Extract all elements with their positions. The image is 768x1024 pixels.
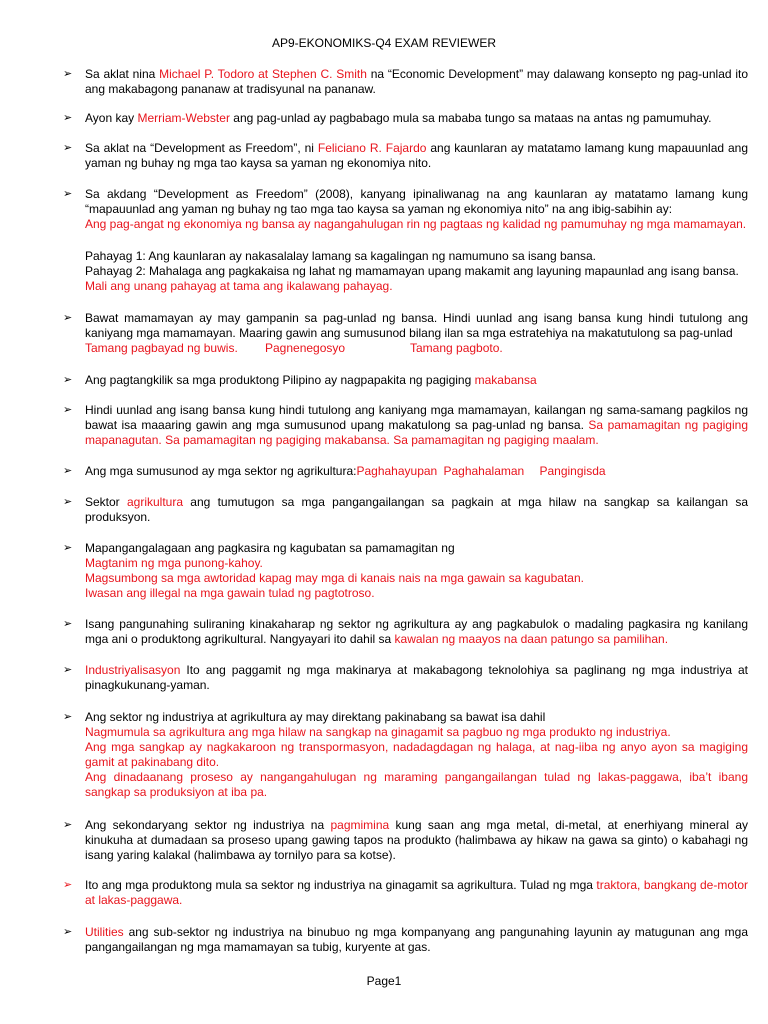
page-number: Page1 bbox=[366, 974, 402, 988]
list-item bbox=[63, 617, 748, 647]
answer-text: agrikultura bbox=[126, 495, 183, 509]
item-text: Sa aklat nina bbox=[85, 67, 160, 81]
answer-text: Nagmumula sa agrikultura ang mga hilaw na sangkap na ginagamit sa pagbuo ng mga produkto ng industriya. bbox=[85, 725, 671, 739]
answer-text: kawalan ng maayos na daan patungo sa pamilihan. bbox=[394, 632, 669, 646]
list-item bbox=[63, 141, 748, 171]
answer-text: pagmimina bbox=[330, 818, 390, 832]
answer-text: traktora, bangkang de-motor at lakas-paggawa. bbox=[85, 878, 749, 907]
item-text: Sektor bbox=[85, 495, 127, 509]
arrow-bullet-icon: ➢ bbox=[63, 312, 73, 324]
list-item bbox=[63, 187, 748, 232]
arrow-bullet-icon: ➢ bbox=[63, 465, 73, 477]
option-1: Paghahayupan bbox=[356, 464, 438, 478]
item-text: ang tumutugon sa mga pangangailangan sa pagkain at mga hilaw na sangkap sa kailangan sa produksyon. bbox=[85, 495, 748, 524]
item-text: Isang pangunahing suliraning kinakaharap ng sektor ng agrikultura ay ang pagkabulok o madaling pagkasira ng kanilang mga ani o produktong agrikultural. Nangyayari ito dahil sa bbox=[85, 617, 748, 646]
answer-text: Magsumbong sa mga awtoridad kapag may mga di kanais nais na mga gawain sa kagubatan. bbox=[85, 571, 584, 585]
item-text: ang pag-unlad ay pagbabago mula sa mababa tungo sa mataas na antas ng pamumuhay. bbox=[229, 111, 712, 125]
item-text: Bawat mamamayan ay may gampanin sa pag-unlad ng bansa. Hindi uunlad ang isang bansa kung hindi tutulong ang kaniyang mga mamamayan. Maaring gawin ang sumusunod bilang ilan sa mga estratehiya na makatutulong sa pag-unlad bbox=[85, 311, 748, 340]
item-text: Sa akdang “Development as Freedom” (2008), kanyang ipinaliwanag na ang kaunlaran ay matatamo lamang kung “mapauunlad ang yaman ng buhay ng tao mga tao kaysa sa yaman ng ekonomiya nito” na ang ibig-sabihin ay: bbox=[85, 187, 748, 216]
item-text: Hindi uunlad ang isang bansa kung hindi tutulong ang kaniyang mga mamamayan, kailangan ng sama-samang pagkilos ng bawat isa maaaring gawin ang mga sumusunod upang makatulong sa pag-unlad ng bansa. bbox=[85, 403, 748, 432]
answer-text: Iwasan ang illegal na mga gawain tulad ng pagtotroso. bbox=[85, 586, 375, 600]
list-item bbox=[63, 878, 748, 908]
arrow-bullet-icon: ➢ bbox=[63, 879, 73, 891]
answer-text: Ang pag-angat ng ekonomiya ng bansa ay nagangahulugan rin ng pagtaas ng kalidad ng pamumuhay ng mga mamamayan. bbox=[85, 217, 747, 231]
arrow-bullet-icon: ➢ bbox=[63, 542, 73, 554]
page-title: AP9-EKONOMIKS-Q4 EXAM REVIEWER bbox=[271, 36, 497, 50]
arrow-bullet-icon: ➢ bbox=[63, 926, 73, 938]
answer-text: Michael P. Todoro at Stephen C. Smith bbox=[159, 67, 367, 81]
arrow-bullet-icon: ➢ bbox=[63, 618, 73, 630]
option-2: Paghahalaman bbox=[443, 464, 525, 478]
arrow-bullet-icon: ➢ bbox=[63, 374, 73, 386]
statement-1: Pahayag 1: Ang kaunlaran ay nakasalalay lamang sa kagalingan ng namumuno sa isang bansa. bbox=[85, 249, 597, 263]
answer-text: Mali ang unang pahayag at tama ang ikalawang pahayag. bbox=[85, 279, 393, 293]
list-item bbox=[63, 67, 748, 97]
item-text: ang sub-sektor ng industriya na binubuo ng mga kompanyang ang pangunahing layunin ay matugunan ang mga pangangailangan ng mga mamamayan sa tubig, kuryente at gas. bbox=[85, 925, 748, 954]
list-item bbox=[63, 311, 748, 356]
item-text: Ayon kay bbox=[85, 111, 138, 125]
answer-text: Magtanim ng mga punong-kahoy. bbox=[85, 556, 263, 570]
answer-text: Sa pamamagitan ng pagiging mapanagutan. Sa pamamagitan ng pagiging makabansa. Sa pamamagitan ng pagiging maalam. bbox=[85, 418, 748, 447]
arrow-bullet-icon: ➢ bbox=[63, 68, 73, 80]
arrow-bullet-icon: ➢ bbox=[63, 112, 73, 124]
item-text: Ito ang paggamit ng mga makinarya at makabagong teknolohiya sa paglinang ng mga industriya at pinagkukunang-yaman. bbox=[85, 663, 748, 692]
answer-text: makabansa bbox=[474, 373, 537, 387]
list-item bbox=[63, 495, 748, 525]
item-text: Ang pagtangkilik sa mga produktong Pilipino ay nagpapakita ng pagiging bbox=[85, 373, 475, 387]
answer-text: Ang dinadaanang proseso ay nangangahulugan ng maraming pangangailangan tulad ng lakas-paggawa, iba’t ibang sangkap sa produksiyon at iba pa. bbox=[85, 770, 748, 799]
answer-text: Industriyalisasyon bbox=[85, 663, 181, 677]
list-item bbox=[63, 403, 748, 448]
answer-text: Merriam-Webster bbox=[137, 111, 230, 125]
arrow-bullet-icon: ➢ bbox=[63, 819, 73, 831]
item-text: Sa aklat na “Development as Freedom”, ni bbox=[85, 141, 318, 155]
statement-2: Pahayag 2: Mahalaga ang pagkakaisa ng lahat ng mamamayan upang makamit ang layuning mapaunlad ang isang bansa. bbox=[85, 264, 739, 278]
item-text: Mapangangalagaan ang pagkasira ng kagubatan sa pamamagitan ng bbox=[85, 541, 455, 555]
option-3: Tamang pagboto. bbox=[410, 341, 503, 355]
list-item bbox=[63, 249, 748, 294]
answer-text: Utilities bbox=[85, 925, 124, 939]
item-text: na “Economic Development” may dalawang konsepto ng pag-unlad ito ang makabagong pananaw at tradisyunal na pananaw. bbox=[85, 67, 749, 96]
list-item bbox=[63, 818, 748, 863]
list-item bbox=[63, 710, 748, 800]
list-item bbox=[63, 464, 748, 479]
arrow-bullet-icon: ➢ bbox=[63, 664, 73, 676]
list-item bbox=[63, 925, 748, 955]
item-text: ang kaunlaran ay matatamo lamang kung mapauunlad ang yaman ng buhay ng mga tao kaysa sa yaman ng ekonomiya nito. bbox=[85, 141, 748, 170]
list-item bbox=[63, 111, 748, 126]
item-text: Ang sekondaryang sektor ng industriya na bbox=[85, 818, 331, 832]
arrow-bullet-icon: ➢ bbox=[63, 496, 73, 508]
option-1: Tamang pagbayad ng buwis. bbox=[85, 341, 238, 355]
item-text: kung saan ang mga metal, di-metal, at enerhiyang mineral ay kinukuha at dumadaan sa proseso upang gawing tapos na produkto (halimbawa ay hikaw na gawa sa ginto) o kabahagi ng isang yaring kalakal (halimbawa ay tornilyo para sa kotse). bbox=[85, 818, 748, 862]
answer-text: Ang mga sangkap ay nagkakaroon ng transpormasyon, nadadagdagan ng halaga, at nag-iiba ng anyo ayon sa magiging gamit at pakinabang dito. bbox=[85, 740, 748, 769]
item-text: Ito ang mga produktong mula sa sektor ng industriya na ginagamit sa agrikultura. Tulad ng mga bbox=[85, 878, 597, 892]
item-text: Ang sektor ng industriya at agrikultura ay may direktang pakinabang sa bawat isa dahil bbox=[85, 710, 546, 724]
list-item bbox=[63, 373, 748, 388]
arrow-bullet-icon: ➢ bbox=[63, 188, 73, 200]
arrow-bullet-icon: ➢ bbox=[63, 142, 73, 154]
item-text: Ang mga sumusunod ay mga sektor ng agrikultura: bbox=[85, 464, 357, 478]
list-item bbox=[63, 541, 748, 601]
arrow-bullet-icon: ➢ bbox=[63, 404, 73, 416]
list-item bbox=[63, 663, 748, 693]
option-3: Pangingisda bbox=[539, 464, 606, 478]
answer-text: Feliciano R. Fajardo bbox=[317, 141, 427, 155]
option-2: Pagnenegosyo bbox=[265, 341, 346, 355]
arrow-bullet-icon: ➢ bbox=[63, 711, 73, 723]
